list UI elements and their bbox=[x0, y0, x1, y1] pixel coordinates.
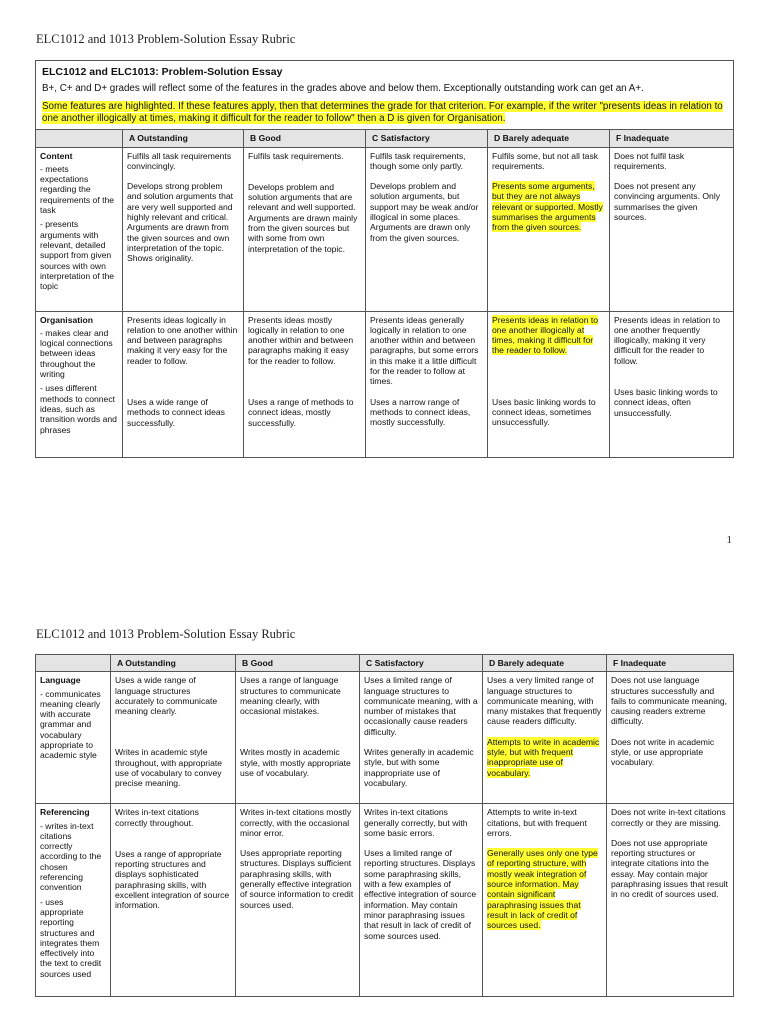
cell-text: Does not use language structures successfully and fails to communicate meaning, causing readers extreme difficulty. bbox=[611, 675, 728, 727]
header-blank bbox=[36, 130, 123, 147]
cell-text: Does not use appropriate reporting structures or integrate citations into the essay. May contain major paraphrasing issues that result in no credit of sources used. bbox=[611, 837, 729, 900]
cell-referencing-b bbox=[236, 804, 360, 997]
cell-text: Writes in academic style throughout, with appropriate use of vocabulary to convey precise meaning. bbox=[115, 747, 223, 789]
cell-text: Presents ideas mostly logically in relation to one another within and between paragraphs making it easy for the reader to follow. bbox=[248, 314, 354, 366]
cell-content-f bbox=[610, 147, 734, 311]
cell-organisation-a bbox=[123, 311, 244, 457]
cell-text: Uses basic linking words to connect ideas, often unsuccessfully. bbox=[614, 387, 718, 418]
cell-text: Does not write in academic style, or use appropriate vocabulary. bbox=[611, 736, 715, 768]
criterion-item: - writes in-text citations correctly according to the chosen referencing convention bbox=[40, 820, 102, 893]
cell-referencing-d bbox=[483, 804, 607, 997]
header-grade-c: C Satisfactory bbox=[366, 130, 488, 147]
cell-text: Develops problem and solution arguments, but support may be weak and/or illogical in some places. Arguments are drawn only from the given sources. bbox=[370, 181, 479, 243]
cell-organisation-f bbox=[610, 311, 734, 457]
cell-content-d bbox=[488, 147, 610, 311]
criterion-name: Organisation bbox=[40, 314, 94, 325]
cell-text: Uses a range of language structures to communicate meaning clearly, with occasional mistakes. bbox=[240, 675, 341, 717]
grade-header-row-2 bbox=[36, 655, 734, 672]
cell-text: Uses appropriate reporting structures. Displays sufficient paraphrasing skills, with generally effective integration of source information to credit sources used. bbox=[240, 848, 354, 910]
cell-text: Presents ideas generally logically in relation to one another within and between paragraphs, but some errors in this make it a little difficult for the reader to follow at times. bbox=[370, 314, 479, 387]
criterion-item: - uses different methods to connect ideas, such as transition words and phrases bbox=[40, 383, 117, 435]
header-grade-c: C Satisfactory bbox=[360, 655, 483, 672]
criterion-item: - makes clear and logical connections between ideas throughout the writing bbox=[40, 327, 113, 380]
cell-text: Uses a limited range of reporting structures. Displays some paraphrasing skills, with a few examples of effective integration of source information. May contain minor paraphrasing issues that result in lack of credit of some sources used. bbox=[364, 848, 477, 941]
cell-text: Fulfils some, but not all task requirements. bbox=[492, 150, 599, 171]
row-referencing bbox=[36, 804, 734, 997]
criterion-item: - meets expectations regarding the requirements of the task bbox=[40, 163, 115, 216]
criterion-referencing bbox=[36, 804, 111, 997]
criterion-name: Content bbox=[40, 150, 73, 161]
header-blank bbox=[36, 655, 111, 672]
criterion-organisation bbox=[36, 311, 123, 457]
cell-content-c bbox=[366, 147, 488, 311]
rubric-title: ELC1012 and ELC1013: Problem-Solution Essay bbox=[42, 66, 283, 78]
cell-text: Fulfils task requirements. bbox=[248, 150, 344, 161]
cell-language-b bbox=[236, 672, 360, 804]
cell-language-c bbox=[360, 672, 483, 804]
row-organisation bbox=[36, 311, 734, 457]
cell-text: Fulfils task requirements, though some only partly. bbox=[370, 150, 466, 171]
highlighted-text: Presents some arguments, but they are not always relevant or supported. Mostly summarises the arguments from the given sources. bbox=[492, 181, 603, 233]
cell-referencing-c bbox=[360, 804, 483, 997]
cell-text: Uses basic linking words to connect ideas, sometimes unsuccessfully. bbox=[492, 396, 596, 428]
cell-text: Uses a range of appropriate reporting structures and displays sophisticated paraphrasing skills, with excellent integration of source information. bbox=[115, 848, 230, 911]
criterion-name: Language bbox=[40, 675, 81, 686]
cell-text: Presents ideas logically in relation to one another within and between paragraphs making it very easy for the reader to follow. bbox=[127, 314, 238, 366]
cell-organisation-d bbox=[488, 311, 610, 457]
criterion-item: - uses appropriate reporting structures and integrates them effectively into the text to credit sources used bbox=[40, 896, 102, 979]
cell-text: Writes generally in academic style, but with some inappropriate use of vocabulary. bbox=[364, 747, 474, 788]
intro-cell bbox=[36, 61, 734, 130]
cell-text: Fulfils all task requirements convincingly. bbox=[127, 150, 232, 171]
header-grade-b: B Good bbox=[244, 130, 366, 147]
intro-line: B+, C+ and D+ grades will reflect some of the features in the grades above and below them. Exceptionally outstanding work can get an A+. bbox=[42, 83, 644, 95]
page-number: 1 bbox=[726, 534, 732, 546]
header-grade-f: F Inadequate bbox=[607, 655, 734, 672]
cell-text: Does not write in-text citations correctly or they are missing. bbox=[611, 807, 726, 828]
cell-text: Does not fulfil task requirements. bbox=[614, 150, 685, 171]
cell-text: Uses a range of methods to connect ideas, mostly successfully. bbox=[248, 397, 354, 428]
cell-text: Uses a narrow range of methods to connect ideas, mostly successfully. bbox=[370, 396, 471, 428]
cell-language-d bbox=[483, 672, 607, 804]
cell-text: Uses a wide range of language structures accurately to communicate meaning clearly. bbox=[115, 675, 218, 717]
cell-referencing-a bbox=[111, 804, 236, 997]
highlighted-text: Generally uses only one type of reporting structure, with mostly weak integration of source information. May contain significant paraphrasing issues that result in lack of credit of sources used. bbox=[487, 848, 598, 931]
cell-text: Writes in-text citations correctly throughout. bbox=[115, 807, 199, 828]
cell-referencing-f bbox=[607, 804, 734, 997]
intro-highlight: Some features are highlighted. If these features apply, then that determines the grade for that criterion. For example, if the writer "presents ideas in relation to one another illogically at times, making it difficult for the reader to follow" then a D is given for Organisation. bbox=[42, 101, 723, 125]
cell-text: Uses a limited range of language structures to communicate meaning, with a number of mistakes that occasionally cause readers difficulty. bbox=[364, 675, 478, 737]
intro-row bbox=[36, 61, 734, 130]
cell-text: Writes in-text citations generally correctly, but with some basic errors. bbox=[364, 807, 468, 838]
cell-content-a bbox=[123, 147, 244, 311]
rubric-table-page2 bbox=[35, 654, 734, 997]
criterion-language bbox=[36, 672, 111, 804]
cell-text: Writes mostly in academic style, with mostly appropriate use of vocabulary. bbox=[240, 747, 351, 779]
criterion-name: Referencing bbox=[40, 807, 90, 818]
cell-language-f bbox=[607, 672, 734, 804]
criterion-content bbox=[36, 147, 123, 311]
cell-text: Writes in-text citations mostly correctly, with the occasional minor error. bbox=[240, 807, 352, 838]
header-grade-f: F Inadequate bbox=[610, 130, 734, 147]
cell-organisation-b bbox=[244, 311, 366, 457]
header-grade-b: B Good bbox=[236, 655, 360, 672]
header-grade-a: A Outstanding bbox=[123, 130, 244, 147]
rubric-table-page1 bbox=[35, 60, 734, 458]
cell-text: Presents ideas in relation to one another frequently illogically, making it very difficult for the reader to follow. bbox=[614, 314, 721, 366]
cell-text: Attempts to write in-text citations, but with frequent errors. bbox=[487, 807, 587, 838]
criterion-item: - communicates meaning clearly with accurate grammar and vocabulary appropriate to academic style bbox=[40, 688, 101, 761]
header-grade-d: D Barely adequate bbox=[488, 130, 610, 147]
cell-content-b bbox=[244, 147, 366, 311]
row-language bbox=[36, 672, 734, 804]
page-header-2: ELC1012 and 1013 Problem-Solution Essay Rubric bbox=[36, 627, 296, 641]
grade-header-row bbox=[36, 130, 734, 147]
cell-organisation-c bbox=[366, 311, 488, 457]
criterion-item: - presents arguments with relevant, detailed support from given sources with own interpretation of the topic bbox=[40, 219, 115, 292]
highlighted-text: Presents ideas in relation to one another illogically at times, making it difficult for the reader to follow. bbox=[492, 314, 599, 356]
cell-text: Uses a wide range of methods to connect ideas successfully. bbox=[127, 397, 225, 428]
cell-text: Develops problem and solution arguments that are relevant and well supported. Arguments are drawn mainly from the given sources but with some from own interpretation of the topic. bbox=[248, 181, 358, 254]
cell-language-a bbox=[111, 672, 236, 804]
cell-text: Uses a very limited range of language structures to communicate meaning, with many mistakes that frequently cause readers difficulty. bbox=[487, 675, 602, 727]
row-content bbox=[36, 147, 734, 311]
header-grade-d: D Barely adequate bbox=[483, 655, 607, 672]
cell-text: Develops strong problem and solution arguments that are very well supported and highly relevant and critical. Arguments are drawn from the given sources and own interpretation of the topic. Shows originality. bbox=[127, 181, 234, 264]
cell-text: Does not present any convincing arguments. Only summarises the given sources. bbox=[614, 181, 721, 223]
highlighted-text: Attempts to write in academic style, but with frequent inappropriate use of vocabulary. bbox=[487, 736, 600, 778]
page-header: ELC1012 and 1013 Problem-Solution Essay Rubric bbox=[36, 32, 296, 46]
header-grade-a: A Outstanding bbox=[111, 655, 236, 672]
